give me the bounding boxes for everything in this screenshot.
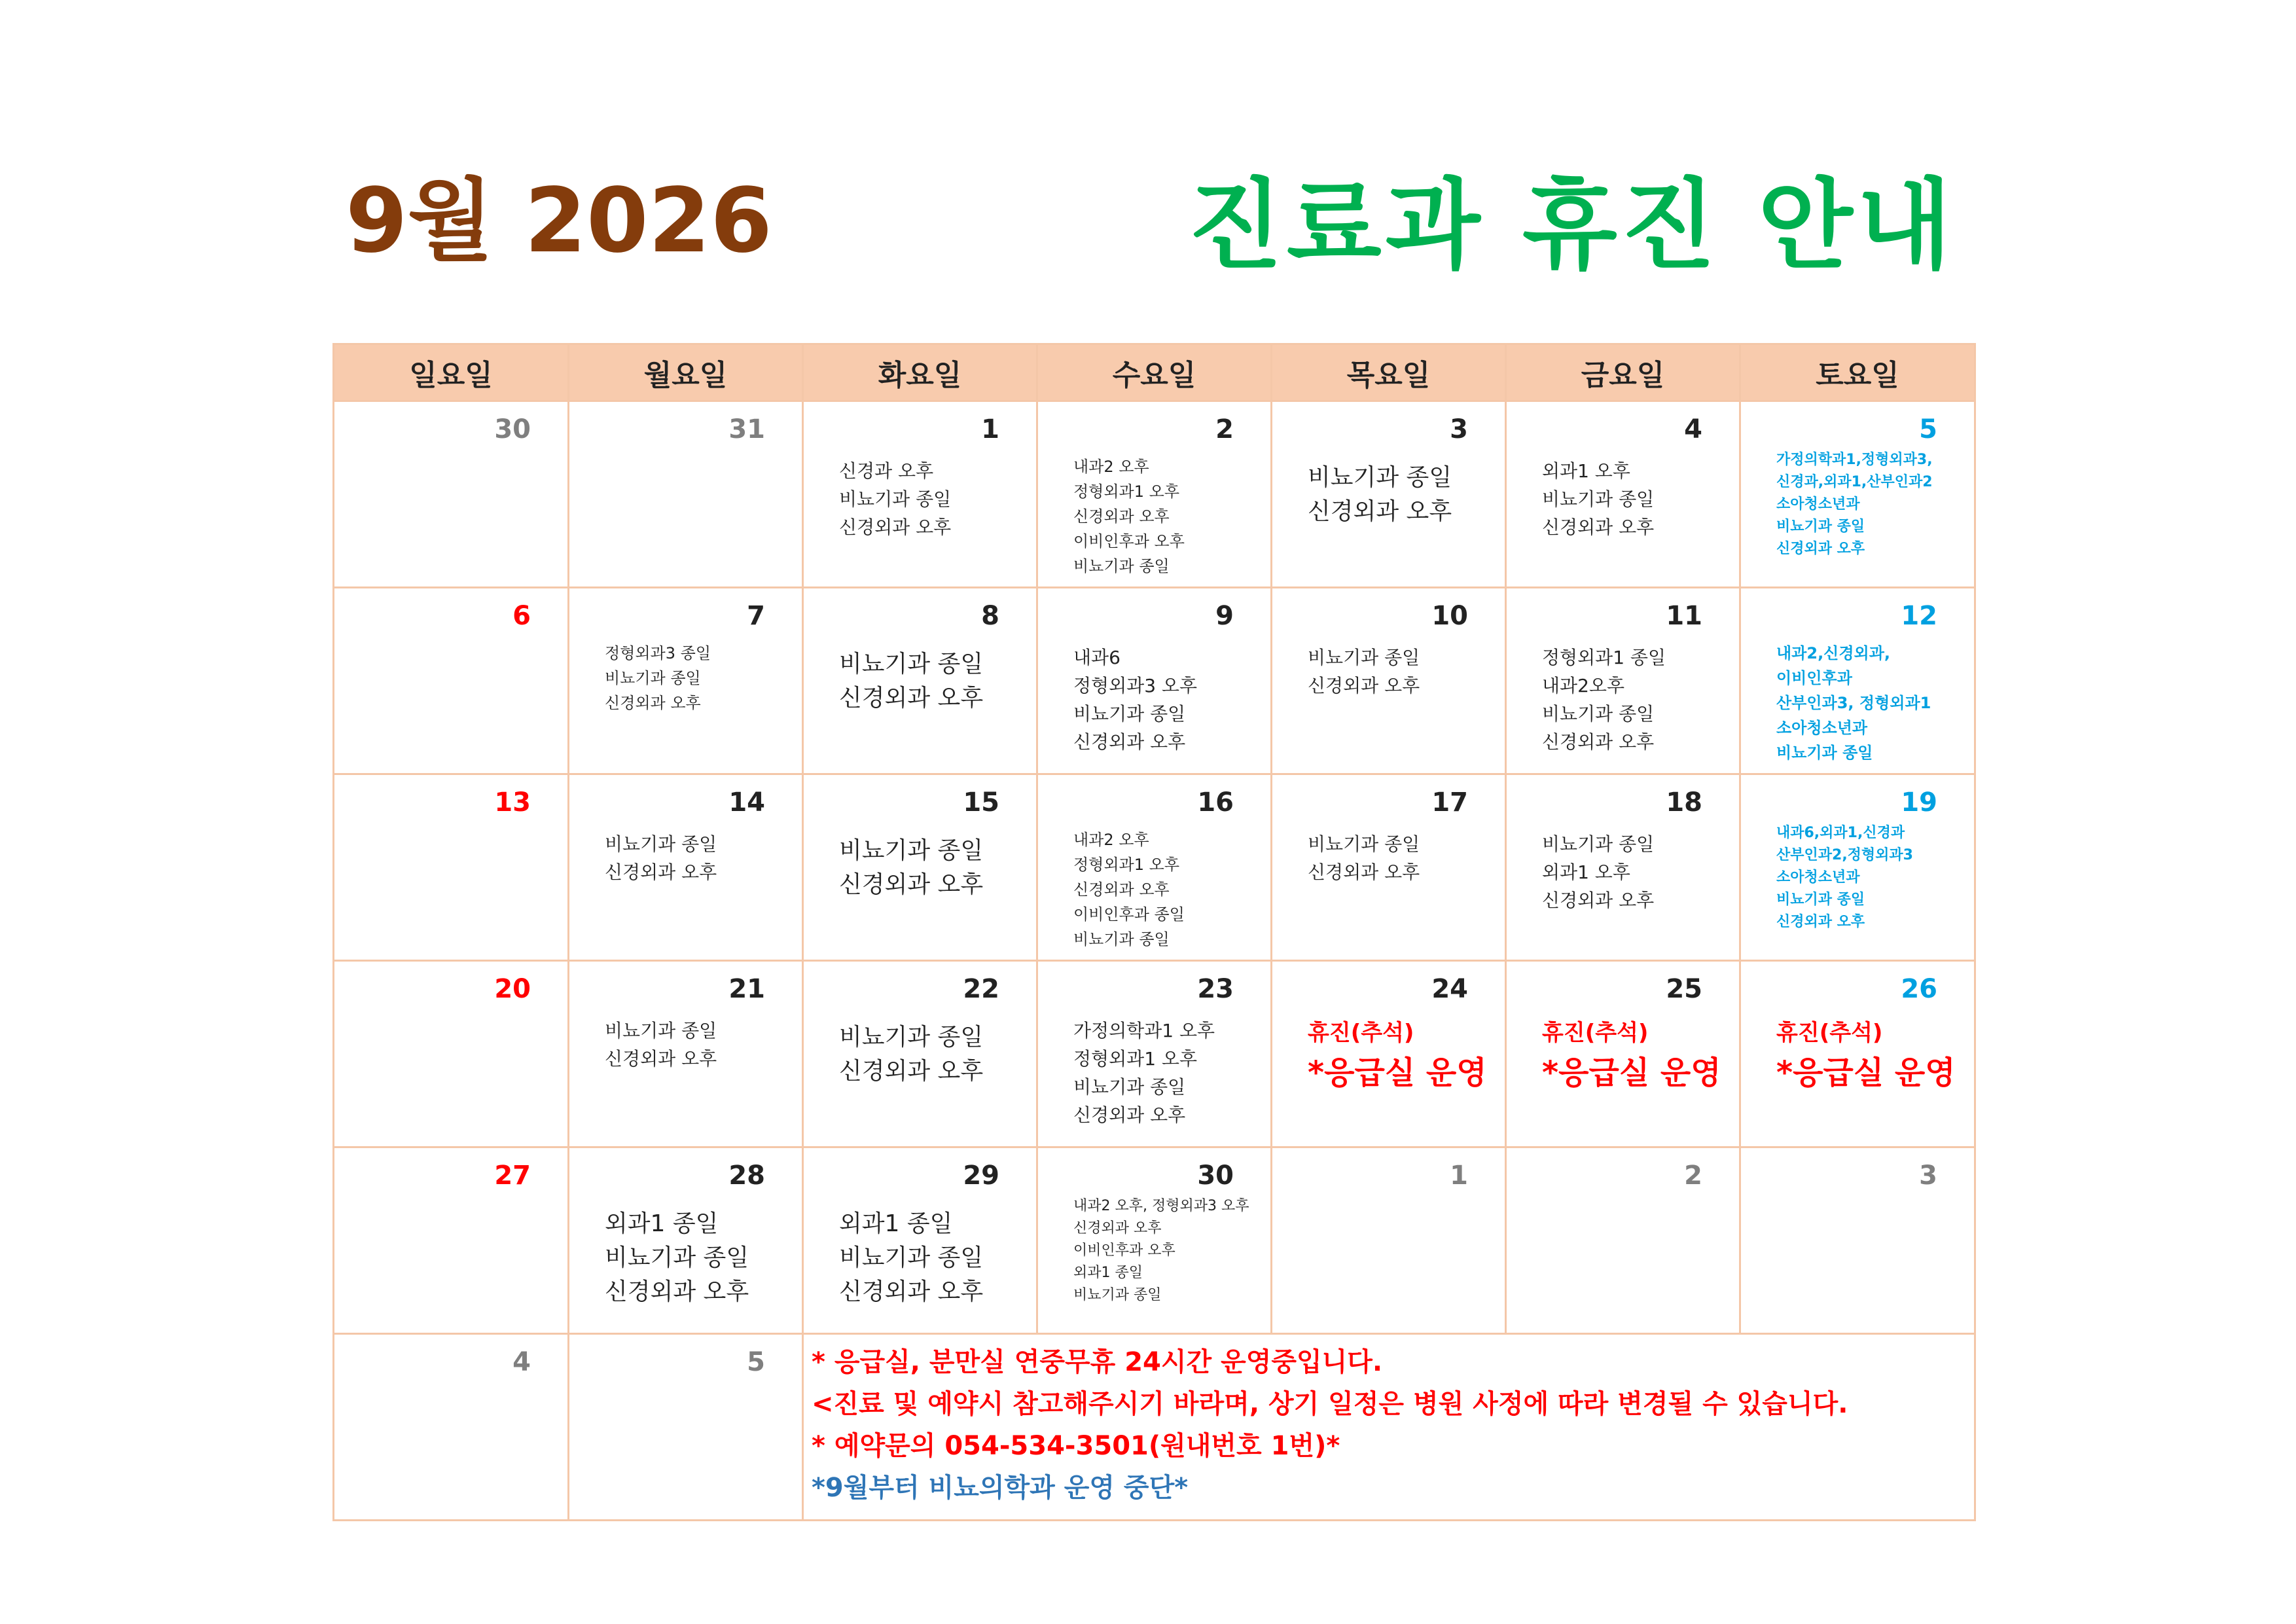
day-cell (569, 1147, 803, 1334)
closure-list (605, 1207, 797, 1309)
day-cell (569, 961, 803, 1147)
day-cell (569, 774, 803, 961)
closure-item: 이비인후과 오후 (1073, 532, 1185, 550)
day-number: 4 (512, 1347, 531, 1377)
closure-item: 비뇨기과 종일 (839, 837, 984, 864)
day-cell (803, 401, 1037, 588)
note-reservation-phone: * 예약문의 054-534-3501(원내번호 1번)* (812, 1431, 1340, 1461)
closure-item: 이비인후과 오후 (1073, 1242, 1175, 1259)
closure-list (1776, 449, 1969, 560)
closure-item: 신경외과 오후 (1542, 516, 1655, 538)
week-row-5 (334, 1147, 1975, 1334)
week-row-2 (334, 588, 1975, 774)
day-number: 21 (728, 974, 765, 1004)
closure-item: 내과2,신경외과, (1776, 644, 1891, 662)
closure-item: 신경외과 오후 (1308, 861, 1420, 883)
closure-item: 신경외과 오후 (1308, 675, 1420, 696)
month-title: 9월 2026 (346, 170, 772, 273)
day-cell (334, 1147, 569, 1334)
closure-list (605, 1017, 797, 1073)
closure-item: 신경과 오후 (839, 460, 934, 482)
closure-item: 비뇨기과 종일 (1542, 703, 1655, 725)
day-number: 11 (1666, 601, 1702, 631)
day-cell (1272, 961, 1506, 1147)
closure-item: 비뇨기과 종일 (605, 669, 701, 687)
closure-item: 신경외과 오후 (1776, 541, 1865, 557)
closure-item: 신경외과 오후 (1776, 914, 1865, 930)
closure-item: 이비인후과 (1776, 669, 1852, 687)
closure-list (839, 647, 1031, 715)
week-row-1 (334, 401, 1975, 588)
closure-list (1776, 641, 1969, 765)
closure-item: 내과6 (1073, 647, 1121, 668)
day-cell (1037, 961, 1272, 1147)
closure-list (1073, 643, 1265, 756)
day-cell (803, 961, 1037, 1147)
closure-item: 정형외과3 종일 (605, 644, 711, 662)
holiday-notice (1542, 1017, 1721, 1096)
week-row-4 (334, 961, 1975, 1147)
closure-list (839, 1020, 1031, 1089)
day-cell (1740, 588, 1975, 774)
calendar-table (332, 343, 1976, 1521)
closure-list (839, 834, 1031, 902)
closure-list (1073, 1195, 1265, 1307)
closure-item: 비뇨기과 종일 (1073, 703, 1186, 725)
closure-item: 비뇨기과 종일 (1542, 488, 1655, 510)
day-number: 1 (1450, 1161, 1468, 1191)
closure-item: 신경외과 오후 (605, 694, 701, 712)
closure-item: 정형외과1 오후 (1073, 1048, 1198, 1070)
day-cell (334, 1334, 569, 1521)
day-number: 18 (1666, 787, 1702, 818)
closure-item: 신경과,외과1,산부인과2 (1776, 474, 1933, 490)
closure-item: 신경외과 오후 (839, 685, 984, 712)
day-cell (334, 401, 569, 588)
day-number: 25 (1666, 974, 1702, 1004)
closure-list (605, 830, 797, 886)
closure-item: 내과2 오후 (1073, 458, 1149, 476)
day-cell (1506, 774, 1740, 961)
closure-item: 정형외과1 종일 (1542, 647, 1666, 668)
day-number: 13 (494, 787, 531, 818)
holiday-notice (1308, 1017, 1487, 1096)
day-cell (334, 961, 569, 1147)
closure-item: 신경외과 오후 (1073, 1104, 1186, 1126)
day-number: 26 (1901, 974, 1937, 1004)
day-number: 5 (747, 1347, 765, 1377)
day-cell (803, 588, 1037, 774)
day-number: 23 (1197, 974, 1234, 1004)
notes-cell (803, 1334, 1975, 1521)
day-number: 29 (963, 1161, 999, 1191)
closure-item: 신경외과 오후 (1542, 731, 1655, 753)
emergency-label: *응급실 운영 (1308, 1055, 1487, 1091)
day-number: 2 (1684, 1161, 1702, 1191)
closure-item: 비뇨기과 종일 (1308, 464, 1452, 491)
closure-list (1308, 643, 1499, 700)
day-number: 20 (494, 974, 531, 1004)
closure-item: 정형외과1 오후 (1073, 482, 1180, 501)
closure-list (1542, 457, 1734, 541)
weekday-monday: 월요일 (569, 344, 803, 401)
closure-item: 비뇨기과 종일 (1073, 1076, 1186, 1098)
day-number: 12 (1901, 601, 1937, 631)
closure-item: 비뇨기과 종일 (839, 1244, 984, 1271)
day-number: 16 (1197, 787, 1234, 818)
day-number: 22 (963, 974, 999, 1004)
closure-item: 신경외과 오후 (839, 1278, 984, 1305)
closure-item: 신경외과 오후 (1542, 890, 1655, 911)
closure-item: 신경외과 오후 (1073, 507, 1170, 526)
closure-item: 내과2 오후 (1073, 831, 1149, 849)
closure-item: 외과1 오후 (1542, 861, 1630, 883)
day-cell (1272, 1147, 1506, 1334)
closure-item: 내과6,외과1,신경과 (1776, 825, 1905, 841)
closure-item: 외과1 오후 (1542, 460, 1630, 482)
weekday-saturday: 토요일 (1740, 344, 1975, 401)
closure-item: 외과1 종일 (605, 1210, 719, 1237)
closure-list (1308, 830, 1499, 886)
day-number: 24 (1431, 974, 1468, 1004)
day-cell (1037, 1147, 1272, 1334)
day-cell (803, 1147, 1037, 1334)
closure-item: 비뇨기과 종일 (605, 1244, 749, 1271)
closure-item: 신경외과 오후 (1073, 880, 1170, 899)
closure-item: 신경외과 오후 (1308, 498, 1452, 525)
day-number: 28 (728, 1161, 765, 1191)
day-number: 17 (1431, 787, 1468, 818)
closure-list (1776, 822, 1969, 933)
closure-item: 정형외과1 오후 (1073, 856, 1180, 874)
closure-item: 가정의학과1 오후 (1073, 1020, 1215, 1041)
closure-item: 비뇨기과 종일 (1776, 892, 1865, 908)
day-number: 14 (728, 787, 765, 818)
closure-item: 신경외과 오후 (605, 1278, 749, 1305)
holiday-label: 휴진(추석) (1308, 1020, 1414, 1046)
day-number: 1 (981, 414, 999, 444)
notes-list (812, 1341, 1848, 1509)
day-number: 10 (1431, 601, 1468, 631)
weekday-wednesday: 수요일 (1037, 344, 1272, 401)
day-number: 4 (1684, 414, 1702, 444)
day-number: 5 (1919, 414, 1937, 444)
weekday-sunday: 일요일 (334, 344, 569, 401)
closure-item: 소아청소년과 (1776, 496, 1860, 513)
weekday-header-row (334, 344, 1975, 401)
closure-item: 신경외과 오후 (1073, 731, 1186, 753)
day-cell (1740, 961, 1975, 1147)
closure-list (1542, 830, 1734, 914)
day-cell (1506, 588, 1740, 774)
day-cell (1037, 588, 1272, 774)
closure-item: 비뇨기과 종일 (1776, 744, 1873, 762)
closure-item: 신경외과 오후 (605, 861, 717, 883)
week-row-6 (334, 1334, 1975, 1521)
weekday-tuesday: 화요일 (803, 344, 1037, 401)
holiday-label: 휴진(추석) (1776, 1020, 1883, 1046)
closure-item: 신경외과 오후 (839, 516, 952, 538)
closure-list (839, 1207, 1031, 1309)
closure-item: 비뇨기과 종일 (1542, 833, 1655, 855)
closure-item: 비뇨기과 종일 (839, 488, 952, 510)
closure-item: 소아청소년과 (1776, 869, 1860, 886)
day-number: 3 (1450, 414, 1468, 444)
closure-item: 비뇨기과 종일 (1073, 930, 1170, 948)
week-row-3 (334, 774, 1975, 961)
closure-item: 내과2 오후, 정형외과3 오후 (1073, 1198, 1249, 1214)
day-number: 2 (1215, 414, 1234, 444)
closure-item: 이비인후과 종일 (1073, 905, 1185, 924)
day-cell (569, 588, 803, 774)
day-cell (1506, 401, 1740, 588)
day-number: 31 (728, 414, 765, 444)
closure-item: 산부인과3, 정형외과1 (1776, 694, 1931, 712)
holiday-label: 휴진(추석) (1542, 1020, 1649, 1046)
closure-item: 소아청소년과 (1776, 719, 1868, 737)
day-cell (1740, 401, 1975, 588)
note-urology-closure: *9월부터 비뇨의학과 운영 중단* (812, 1473, 1189, 1503)
day-cell (569, 1334, 803, 1521)
day-number: 9 (1215, 601, 1234, 631)
day-cell (1037, 774, 1272, 961)
day-cell (334, 588, 569, 774)
emergency-label: *응급실 운영 (1776, 1055, 1956, 1091)
closure-item: 신경외과 오후 (605, 1048, 717, 1070)
note-emergency: * 응급실, 분만실 연중무휴 24시간 운영중입니다. (812, 1347, 1383, 1377)
day-cell (1506, 961, 1740, 1147)
day-number: 15 (963, 787, 999, 818)
closure-item: 신경외과 오후 (839, 871, 984, 898)
closure-list (605, 641, 797, 715)
day-number: 7 (747, 601, 765, 631)
emergency-label: *응급실 운영 (1542, 1055, 1721, 1091)
closure-item: 비뇨기과 종일 (1308, 833, 1420, 855)
day-number: 3 (1919, 1161, 1937, 1191)
day-number: 27 (494, 1161, 531, 1191)
closure-item: 비뇨기과 종일 (605, 1020, 717, 1041)
day-cell (1272, 774, 1506, 961)
closure-item: 가정의학과1,정형외과3, (1776, 452, 1933, 468)
closure-list (1073, 1017, 1265, 1129)
closure-item: 비뇨기과 종일 (839, 1024, 984, 1051)
day-cell (569, 401, 803, 588)
closure-item: 비뇨기과 종일 (1073, 557, 1170, 575)
day-number: 30 (494, 414, 531, 444)
closure-item: 비뇨기과 종일 (1308, 647, 1420, 668)
day-cell (803, 774, 1037, 961)
closure-list (1073, 827, 1265, 952)
closure-item: 신경외과 오후 (1073, 1220, 1162, 1236)
day-number: 30 (1197, 1161, 1234, 1191)
day-number: 19 (1901, 787, 1937, 818)
closure-item: 산부인과2,정형외과3 (1776, 847, 1913, 863)
closure-item: 신경외과 오후 (839, 1058, 984, 1085)
closure-item: 비뇨기과 종일 (1073, 1287, 1162, 1303)
weekday-friday: 금요일 (1506, 344, 1740, 401)
note-schedule-change: <진료 및 예약시 참고해주시기 바라며, 상기 일정은 병원 사정에 따라 변경될 수 있습니다. (812, 1389, 1848, 1419)
closure-item: 비뇨기과 종일 (839, 651, 984, 677)
closure-item: 외과1 종일 (839, 1210, 953, 1237)
day-cell (1740, 774, 1975, 961)
day-number: 8 (981, 601, 999, 631)
day-cell (334, 774, 569, 961)
closure-item: 내과2오후 (1542, 675, 1625, 696)
page-title: 진료과 휴진 안내 (1188, 169, 1956, 283)
closure-list (1073, 454, 1265, 579)
holiday-notice (1776, 1017, 1956, 1096)
closure-list (839, 457, 1031, 541)
day-cell (1272, 588, 1506, 774)
closure-list (1542, 643, 1734, 756)
day-cell (1272, 401, 1506, 588)
day-cell (1740, 1147, 1975, 1334)
day-number: 6 (512, 601, 531, 631)
closure-item: 비뇨기과 종일 (1776, 518, 1865, 535)
weekday-thursday: 목요일 (1272, 344, 1506, 401)
closure-item: 정형외과3 오후 (1073, 675, 1198, 696)
day-cell (1506, 1147, 1740, 1334)
day-cell (1037, 401, 1272, 588)
closure-list (1308, 461, 1499, 529)
closure-item: 비뇨기과 종일 (605, 833, 717, 855)
closure-item: 외과1 종일 (1073, 1265, 1143, 1281)
